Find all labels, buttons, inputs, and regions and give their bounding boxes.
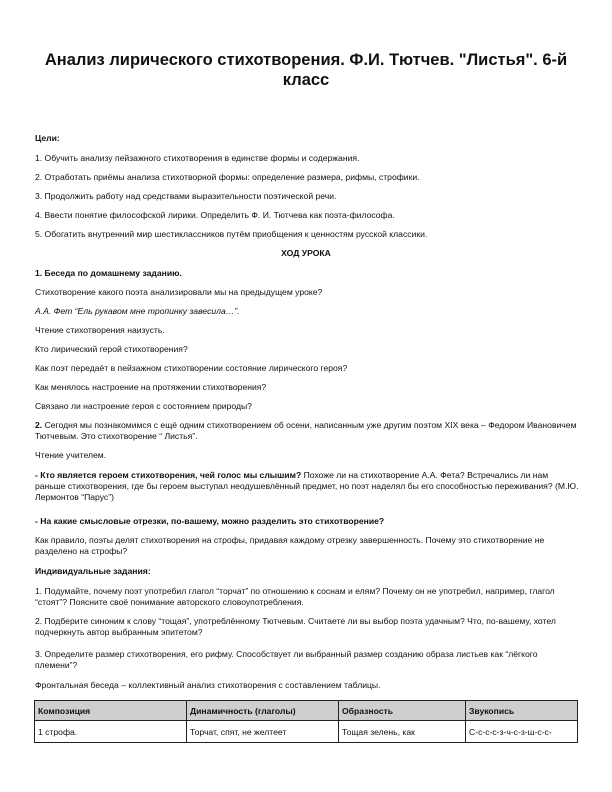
individual-task: 3. Определите размер стихотворения, его рифму. Способствует ли выбранный размер созданию образа листьев как “лёгкого племени”? [35, 649, 538, 670]
question-segments: - На какие смысловые отрезки, по-вашему, можно разделить это стихотворение? [35, 516, 385, 526]
goal-item: 1. Обучить анализу пейзажного стихотворения в единстве формы и содержания. [35, 153, 360, 163]
individual-task: 1. Подумайте, почему поэт употребил глагол “торчат” по отношению к соснам и елям? Почему он не употребил, например, глагол “стоят”? Поясните своё понимание авторского словоупотребления. [35, 586, 555, 607]
table-cell: Тощая зелень, как [339, 721, 466, 743]
frontal-discussion-note: Фронтальная беседа – коллективный анализ стихотворения с составлением таблицы. [35, 680, 381, 690]
table-cell: Торчат, спят, не желтеет [187, 721, 339, 743]
section-2-text: Сегодня мы познакомимся с ещё одним стихотворением об осени, написанным уже другим поэтом XIX века – Федором Ивановичем Тютчевым. Это стихотворение “ Листья”. [35, 420, 577, 441]
goal-item: 5. Обогатить внутренний мир шестиклассников путём приобщения к ценностям русской классики. [35, 229, 428, 239]
stanza-note: Как правило, поэты делят стихотворения на строфы, придавая каждому отрезку завершенность. Почему это стихотворение не разделено на строфы? [35, 535, 545, 556]
lesson-heading: ХОД УРОКА [281, 248, 331, 258]
table-header-row [35, 701, 578, 721]
goal-item: 2. Отработать приёмы анализа стихотворной формы: определение размера, рифмы, строфики. [35, 172, 420, 182]
table-header-cell: Звукопись [466, 701, 578, 721]
goals-heading: Цели: [35, 133, 60, 143]
table-row [35, 721, 578, 743]
fet-quote: А.А. Фет “Ель рукавом мне тропинку завесила…”. [35, 306, 240, 316]
goal-item: 4. Ввести понятие философской лирики. Определить Ф. И. Тютчева как поэта-философа. [35, 210, 395, 220]
question-lyrical-hero: Кто лирический герой стихотворения? [35, 344, 188, 354]
document-title: Анализ лирического стихотворения. Ф.И. Тютчев. "Листья". 6-й класс [44, 51, 568, 89]
section-2-number: 2. [35, 420, 43, 430]
section-2-paragraph [35, 420, 580, 442]
question-voice-paragraph [35, 470, 580, 503]
table-cell: 1 строфа. [35, 721, 187, 743]
teacher-reading-note: Чтение учителем. [35, 450, 107, 460]
question-voice-text: Похоже ли на стихотворение А.А. Фета? Встречались ли нам раньше стихотворения, где бы героем выступал неодушевлённый предмет, но поэт наделял бы его способностью переживания? (М.Ю. Лермонтов “Парус”) [35, 470, 579, 502]
goal-item: 3. Продолжить работу над средствами выразительности поэтической речи. [35, 191, 337, 201]
table-header-cell: Композиция [35, 701, 187, 721]
question-voice-bold: - Кто является героем стихотворения, чей голос мы слышим? [35, 470, 302, 480]
table-header-cell: Образность [339, 701, 466, 721]
individual-tasks-heading: Индивидуальные задания: [35, 566, 151, 576]
table-header-cell: Динамичность (глаголы) [187, 701, 339, 721]
question-previous-poem: Стихотворение какого поэта анализировали мы на предыдущем уроке? [35, 287, 323, 297]
section-1-heading: 1. Беседа по домашнему заданию. [35, 268, 182, 278]
individual-task: 2. Подберите синоним к слову “тощая”, употреблённому Тютчевым. Считаете ли вы выбор поэта удачным? Что, по-вашему, хотел подчеркнуть автор выбранным эпитетом? [35, 616, 556, 637]
reading-aloud-note: Чтение стихотворения наизусть. [35, 325, 165, 335]
table-cell: С-с-с-с-з-ч-с-з-ш-с-с- [466, 721, 578, 743]
question-hero-state: Как поэт передаёт в пейзажном стихотворении состояние лирического героя? [35, 363, 348, 373]
question-mood: Как менялось настроение на протяжении стихотворения? [35, 382, 267, 392]
question-nature: Связано ли настроение героя с состоянием природы? [35, 401, 252, 411]
analysis-table [34, 700, 578, 743]
